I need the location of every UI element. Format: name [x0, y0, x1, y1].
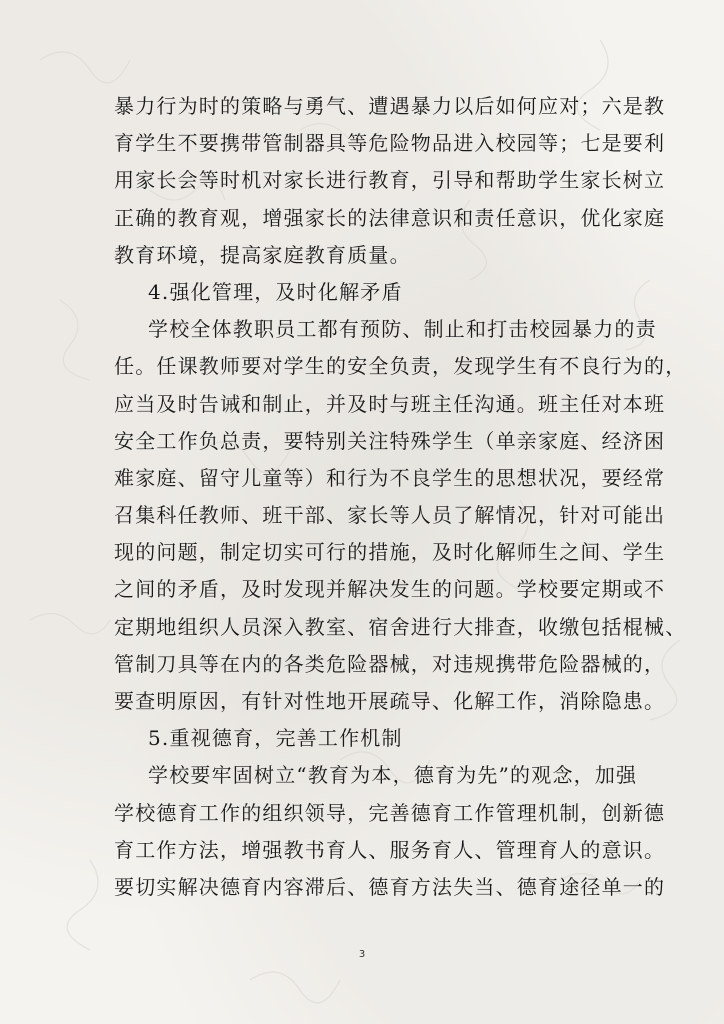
body-line: 安全工作负总责，要特别关注特殊学生（单亲家庭、经济困	[114, 428, 666, 453]
body-line: 学校德育工作的组织领导，完善德育工作管理机制，创新德	[114, 800, 666, 825]
body-line: 应当及时告诫和制止，并及时与班主任沟通。班主任对本班	[114, 391, 666, 416]
body-line: 教育环境，提高家庭教育质量。	[114, 242, 411, 267]
body-line: 用家长会等时机对家长进行教育，引导和帮助学生家长树立	[114, 168, 666, 193]
body-line: 管制刀具等在内的各类危险器械，对违规携带危险器械的，	[114, 651, 666, 676]
body-line: 召集科任教师、班干部、家长等人员了解情况，针对可能出	[114, 503, 666, 528]
document-body	[114, 88, 687, 906]
section-heading-5: 5.重视德育，完善工作机制	[148, 726, 403, 751]
body-line: 难家庭、留守儿童等）和行为不良学生的思想状况，要经常	[114, 465, 666, 490]
body-line: 定期地组织人员深入教室、宿舍进行大排查，收缴包括棍械、	[114, 614, 687, 639]
body-line: 要切实解决德育内容滞后、德育方法失当、德育途径单一的	[114, 874, 666, 899]
body-line: 现的问题，制定切实可行的措施，及时化解师生之间、学生	[114, 540, 666, 565]
body-line: 正确的教育观，增强家长的法律意识和责任意识，优化家庭	[114, 205, 666, 230]
body-line: 要查明原因，有针对性地开展疏导、化解工作，消除隐患。	[114, 689, 666, 713]
body-line: 任。任课教师要对学生的安全负责，发现学生有不良行为的，	[114, 354, 687, 379]
body-line: 之间的矛盾，及时发现并解决发生的问题。学校要定期或不	[114, 577, 666, 602]
body-line: 育学生不要携带管制器具等危险物品进入校园等；七是要利	[114, 131, 666, 156]
page-number: 3	[358, 949, 366, 960]
body-line: 暴力行为时的策略与勇气、遭遇暴力以后如何应对；六是教	[114, 94, 666, 118]
body-line: 育工作方法，增强教书育人、服务育人、管理育人的意识。	[114, 837, 666, 862]
body-line: 学校全体教职员工都有预防、制止和打击校园暴力的责	[148, 317, 657, 342]
section-heading-4: 4.强化管理，及时化解矛盾	[148, 279, 403, 304]
body-line: 学校要牢固树立“教育为本，德育为先”的观念，加强	[148, 763, 638, 788]
